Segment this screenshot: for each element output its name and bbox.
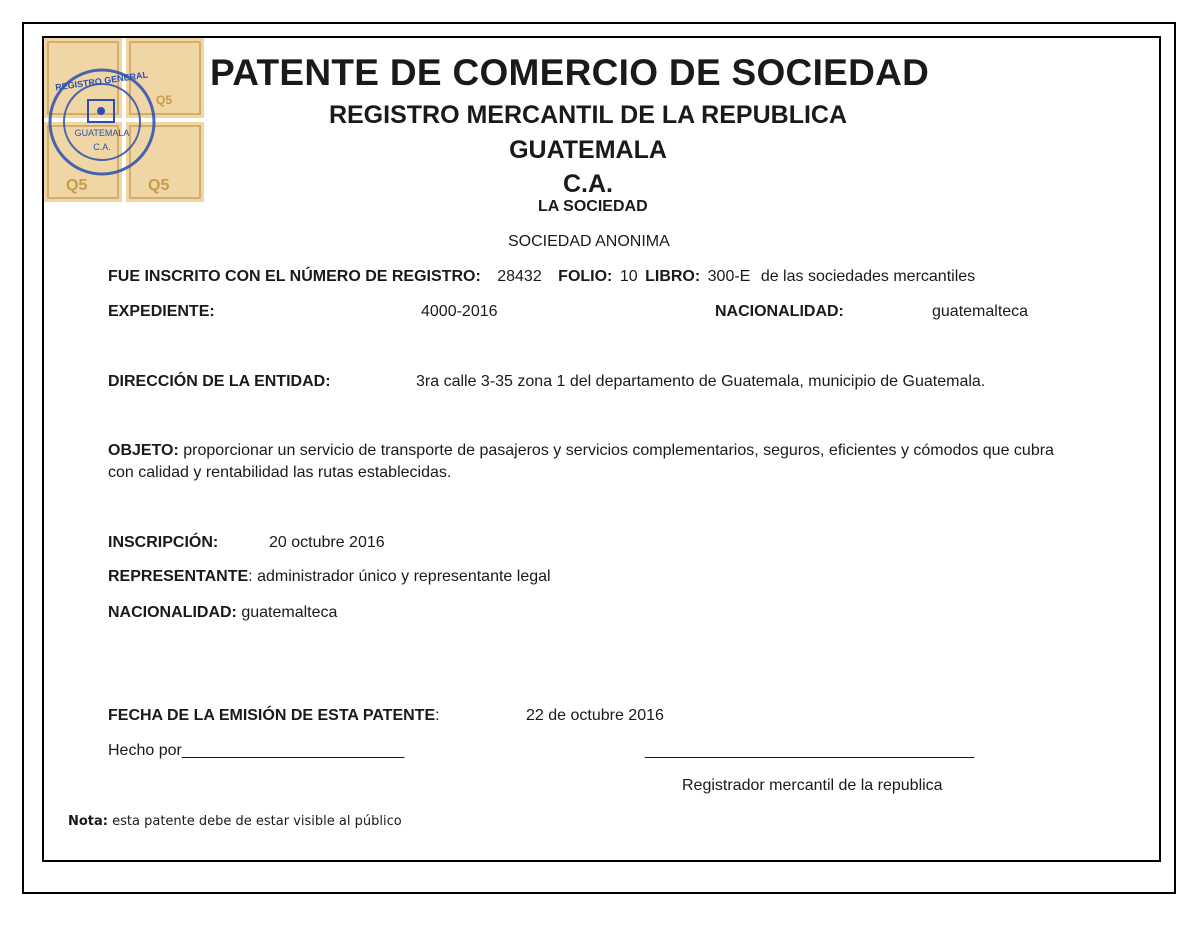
nota-label: Nota: — [68, 814, 108, 829]
stamp-value: Q5 — [66, 177, 88, 194]
seal-text-mid: GUATEMALA — [74, 128, 130, 138]
document-subtitle-registry: REGISTRO MERCANTIL DE LA REPUBLICA — [328, 101, 848, 129]
expediente-value: 4000-2016 — [421, 303, 498, 320]
direccion-value: 3ra calle 3-35 zona 1 del departamento de Guatemala, municipio de Guatemala. — [416, 373, 986, 390]
folio-label: FOLIO: — [558, 268, 613, 285]
hecho-por-line: Hecho por_________________________ — [108, 742, 405, 759]
document-subtitle-region: C.A. — [563, 170, 613, 198]
registrador-signature-line: _____________________________________ — [645, 742, 975, 759]
stamp-value: Q5 — [148, 177, 170, 194]
objeto-block — [108, 440, 1068, 484]
document-title: PATENTE DE COMERCIO DE SOCIEDAD — [210, 52, 930, 93]
representante-label: REPRESENTANTE — [108, 568, 249, 585]
seal-text-low: C.A. — [93, 142, 111, 152]
inscripcion-value: 20 octubre 2016 — [269, 534, 385, 551]
emision-value: 22 de octubre 2016 — [526, 707, 664, 724]
registration-number: 28432 — [497, 268, 542, 285]
emision-row — [108, 707, 440, 725]
registration-label: FUE INSCRITO CON EL NÚMERO DE REGISTRO: — [108, 268, 481, 285]
representante-nacionalidad-row — [108, 604, 337, 622]
nota — [68, 814, 402, 829]
nacionalidad-value: guatemalteca — [932, 303, 1029, 320]
libro-value: 300-E — [707, 268, 751, 285]
registrador-caption: Registrador mercantil de la republica — [682, 777, 943, 794]
representante-row — [108, 568, 551, 586]
representante-nacionalidad-label: NACIONALIDAD: — [108, 604, 237, 621]
registration-row — [108, 268, 975, 286]
representante-value: : administrador único y representante legal — [248, 568, 551, 585]
libro-label: LIBRO: — [645, 268, 701, 285]
seal-text-top: REGISTRO GENERAL — [54, 69, 149, 93]
entity-heading: LA SOCIEDAD — [538, 198, 648, 215]
representante-nacionalidad-value: guatemalteca — [241, 604, 338, 621]
registration-suffix: de las sociedades mercantiles — [760, 268, 976, 285]
expediente-label: EXPEDIENTE: — [108, 303, 215, 320]
direccion-label: DIRECCIÓN DE LA ENTIDAD: — [108, 373, 331, 390]
emision-label: FECHA DE LA EMISIÓN DE ESTA PATENTE — [108, 707, 436, 724]
nota-value: esta patente debe de estar visible al público — [112, 814, 402, 829]
nacionalidad-label: NACIONALIDAD: — [715, 303, 844, 320]
stamp-value: Q5 — [156, 93, 173, 107]
inscripcion-label: INSCRIPCIÓN: — [108, 534, 219, 551]
entity-type: SOCIEDAD ANONIMA — [508, 233, 670, 250]
objeto-label: OBJETO: — [108, 442, 179, 459]
objeto-value: proporcionar un servicio de transporte de pasajeros y servicios complementarios, seguros, eficientes y cómodos que cubra con calidad y rentabilidad las rutas establecidas. — [108, 442, 1054, 481]
folio-value: 10 — [619, 268, 638, 285]
emision-colon: : — [435, 707, 440, 724]
document-subtitle-country: GUATEMALA — [509, 136, 667, 164]
